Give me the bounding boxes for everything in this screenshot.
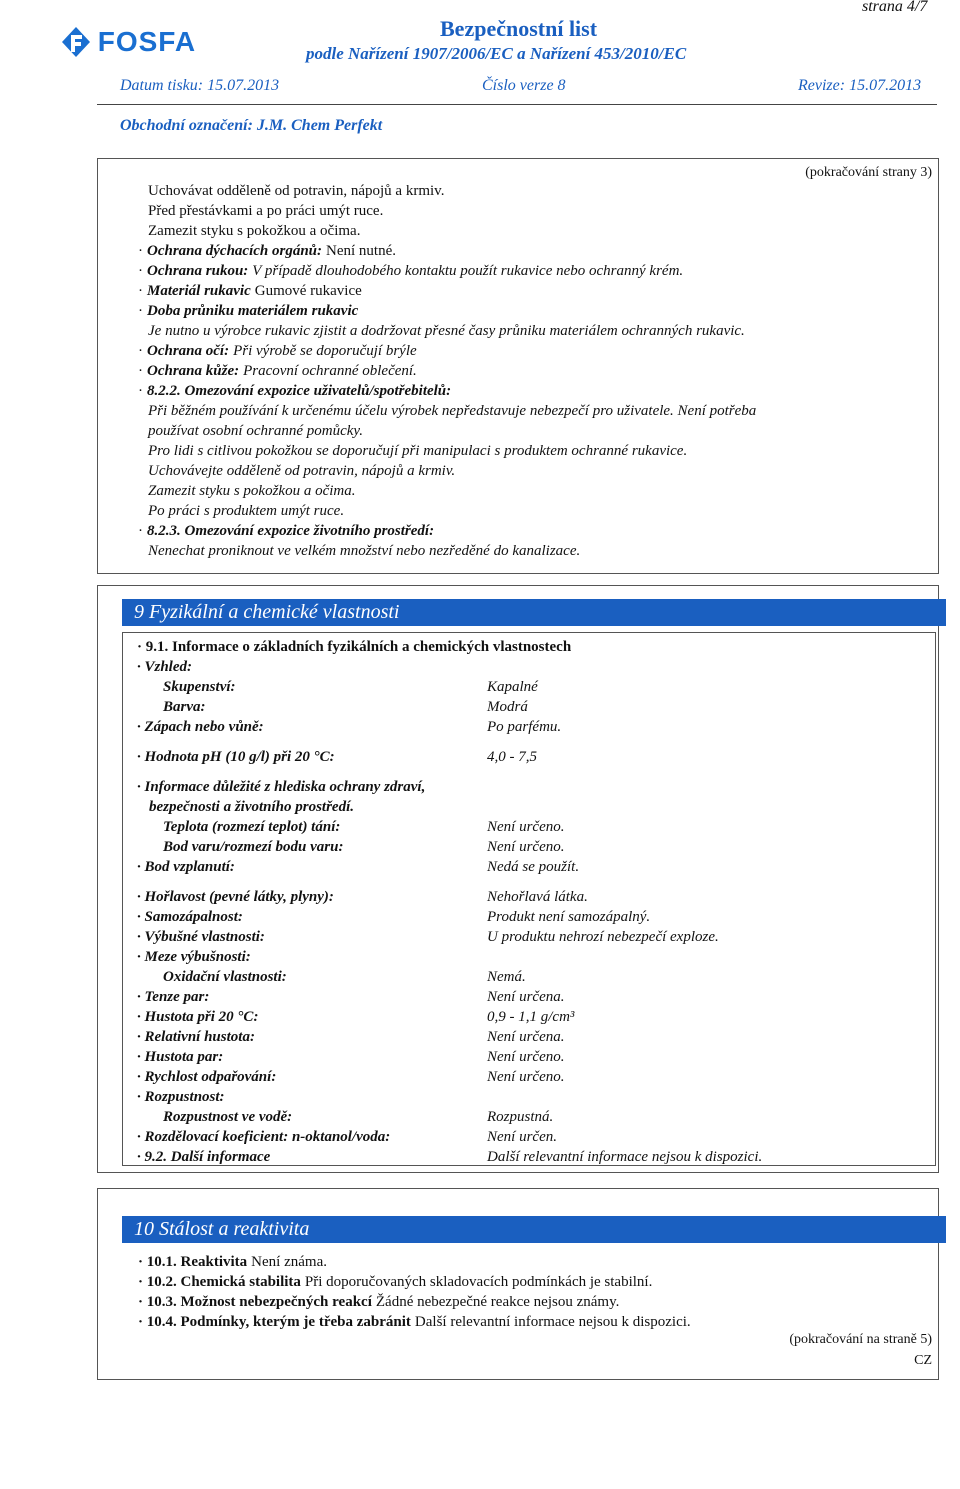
section-8-line [138,181,444,201]
line-text: Další relevantní informace nejsou k dispozici. [414,1314,691,1330]
fosfa-logo-icon [58,24,94,60]
section-9-inner-box [122,632,936,1166]
line-text: Pro lidi s citlivou pokožkou se doporučují při manipulaci s produktem ochranné rukavice. [148,443,688,459]
print-date: Datum tisku: 15.07.2013 [120,77,280,94]
property-value: Další relevantní informace nejsou k dispozici. [487,1149,763,1165]
line-label: · 10.1. Reaktivita [138,1254,248,1270]
line-text: Uchovávat odděleně od potravin, nápojů a krmiv. [148,183,445,199]
line-text: Není nutné. [326,243,396,259]
section-10-line [138,1292,619,1312]
section-8-line [138,201,383,221]
bullet: · [138,523,143,539]
line-text: Je nutno u výrobce rukavic zjistit a dodržovat přesné časy průniku materiálem ochranných rukavic. [148,323,745,339]
property-label: Rozpustnost ve vodě: [163,1109,293,1125]
section-8-line [138,321,745,341]
section-10-title: 10 Stálost a reaktivita [134,1218,310,1240]
property-value: Není určeno. [487,1049,565,1065]
line-label: Ochrana dýchacích orgánů: [147,243,323,259]
document-title: Bezpečnostní list [440,16,598,41]
property-label: · Výbušné vlastnosti: [137,929,265,945]
property-label: Oxidační vlastnosti: [163,969,287,985]
section-8-line [138,401,756,421]
line-text: Po práci s produktem umýt ruce. [148,503,345,519]
property-value: Není určena. [487,989,565,1005]
line-label: · 10.2. Chemická stabilita [138,1274,301,1290]
line-text: Zamezit styku s pokožkou a očima. [148,223,361,239]
property-value: Není určen. [487,1129,557,1145]
section-8-line [138,481,355,501]
line-label: Materiál rukavic [147,283,251,299]
line-text: Není známa. [251,1254,327,1270]
section-8-line [138,281,362,301]
continuation-note: (pokračování strany 3) [805,165,932,180]
property-value: Nedá se použít. [487,859,580,875]
property-row [137,1087,225,1107]
bullet: · [138,243,143,259]
property-row [137,1027,565,1047]
property-label: Skupenství: [163,679,236,695]
section-10-line [138,1252,327,1272]
bullet: · [138,343,143,359]
property-row [137,1107,554,1127]
property-row [137,967,526,987]
property-value: Nehořlavá látka. [487,889,588,905]
line-text: V případě dlouhodobého kontaktu použít rukavice nebo ochranný krém. [252,263,684,279]
property-value: Produkt není samozápalný. [487,909,651,925]
line-label: · 10.3. Možnost nebezpečných reakcí [138,1294,372,1310]
section-8-line [138,221,360,241]
trade-name: Obchodní označení: J.M. Chem Perfekt [120,117,383,134]
line-text: Žádné nebezpečné reakce nejsou známy. [375,1294,620,1310]
property-row [137,1047,565,1067]
property-row [137,1007,575,1027]
property-row [137,927,719,947]
section-8-line [138,441,687,461]
bullet: · [138,303,143,319]
section-8-line [138,261,683,281]
section-10-line [138,1312,691,1332]
section-8-line [138,521,438,541]
property-label: · Hustota par: [137,1049,224,1065]
property-value: Není určeno. [487,1069,565,1085]
property-value: U produktu nehrozí nebezpečí exploze. [487,929,719,945]
line-text: Uchovávejte odděleně od potravin, nápojů a krmiv. [148,463,456,479]
line-text: Před přestávkami a po práci umýt ruce. [148,203,384,219]
property-row [137,747,537,767]
property-row [137,677,538,697]
section-9-box [97,585,939,1173]
property-value: Kapalné [487,679,538,695]
property-label: · Rychlost odpařování: [137,1069,277,1085]
property-label: · Hořlavost (pevné látky, plyny): [137,889,334,905]
bullet: · [138,263,143,279]
property-label: Bod varu/rozmezí bodu varu: [163,839,344,855]
language-code: CZ [914,1353,932,1368]
line-label: 8.2.3. Omezování expozice životního prostředí: [147,523,435,539]
property-row [137,777,425,797]
property-row [137,797,354,817]
section-9-title: 9 Fyzikální a chemické vlastnosti [134,601,400,623]
logo [58,24,196,62]
section-8-line [138,461,455,481]
line-label: Doba průniku materiálem rukavic [147,303,359,319]
property-value: Není určeno. [487,839,565,855]
line-text: Při běžném používání k určenému účelu výrobek nepředstavuje nebezpečí pro uživatele. Není potřeba [148,403,757,419]
property-value: Modrá [487,699,528,715]
property-value: Není určena. [487,1029,565,1045]
header-divider [97,104,937,105]
property-row [137,1067,565,1087]
property-value: Po parfému. [487,719,562,735]
property-row [137,717,562,737]
logo-text: FOSFA [97,26,197,57]
property-label: Barva: [163,699,206,715]
property-row [137,857,580,877]
property-value: Není určeno. [487,819,565,835]
section-8-line [138,361,417,381]
section-8-box [97,158,939,574]
property-value: 4,0 - 7,5 [487,749,537,765]
property-row [137,1127,557,1147]
line-text: Při výrobě se doporučují brýle [233,343,417,359]
line-label: · 10.4. Podmínky, kterým je třeba zabránit [138,1314,411,1330]
property-label: · Vzhled: [137,659,193,675]
continuation-next: (pokračování na straně 5) [789,1332,932,1347]
property-label: · Hustota při 20 °C: [137,1009,259,1025]
line-text: používat osobní ochranné pomůcky. [148,423,363,439]
section-8-line [138,501,344,521]
property-label: · Zápach nebo vůně: [137,719,264,735]
line-text: Nenechat proniknout ve velkém množství nebo nezředěné do kanalizace. [148,543,581,559]
version-number: Číslo verze 8 [482,77,566,94]
property-label: · Informace důležité z hlediska ochrany zdraví, [137,779,426,795]
bullet: · [138,383,143,399]
property-label: · Rozpustnost: [137,1089,225,1105]
property-row [137,907,651,927]
section-10-heading [122,1216,946,1243]
property-value: 0,9 - 1,1 g/cm³ [487,1009,575,1025]
document-subtitle: podle Nařízení 1907/2006/EC a Nařízení 453/2010/EC [306,44,687,63]
property-row [137,947,251,967]
line-text: Zamezit styku s pokožkou a očima. [148,483,356,499]
section-9-subheading: · 9.1. Informace o základních fyzikálních a chemických vlastnostech [137,639,572,655]
line-text: Pracovní ochranné oblečení. [243,363,417,379]
line-label: Ochrana kůže: [147,363,240,379]
section-8-line [138,541,580,561]
line-text: Gumové rukavice [254,283,362,299]
property-row [137,657,192,677]
line-text: Při doporučovaných skladovacích podmínkách je stabilní. [304,1274,653,1290]
property-row [137,817,565,837]
section-9-heading [122,599,946,626]
section-8-line [138,241,396,261]
property-label: · Rozdělovací koeficient: n-oktanol/voda: [137,1129,391,1145]
section-8-line [138,341,417,361]
property-label: · Samozápalnost: [137,909,243,925]
section-10-box [97,1188,939,1380]
section-8-line [138,381,455,401]
property-row [137,837,565,857]
property-value: Nemá. [487,969,526,985]
property-label: · Relativní hustota: [137,1029,255,1045]
property-label: · Hodnota pH (10 g/l) při 20 °C: [137,749,335,765]
property-row [137,1147,763,1167]
property-row [137,697,528,717]
page-number: strana 4/7 [862,0,928,15]
property-row [137,987,565,1007]
property-label: bezpečnosti a životního prostředí. [149,799,355,815]
section-10-line [138,1272,652,1292]
bullet: · [138,363,143,379]
line-label: Ochrana rukou: [147,263,249,279]
property-label: · Meze výbušnosti: [137,949,251,965]
property-label: · Bod vzplanutí: [137,859,235,875]
property-label: · Tenze par: [137,989,210,1005]
property-label: · 9.2. Další informace [137,1149,271,1165]
bullet: · [138,283,143,299]
property-value: Rozpustná. [487,1109,554,1125]
section-8-line [138,301,362,321]
section-8-line [138,421,363,441]
line-label: Ochrana očí: [147,343,230,359]
property-row [137,887,588,907]
property-label: Teplota (rozmezí teplot) tání: [163,819,341,835]
revision-date: Revize: 15.07.2013 [798,77,922,94]
line-label: 8.2.2. Omezování expozice uživatelů/spotřebitelů: [147,383,452,399]
